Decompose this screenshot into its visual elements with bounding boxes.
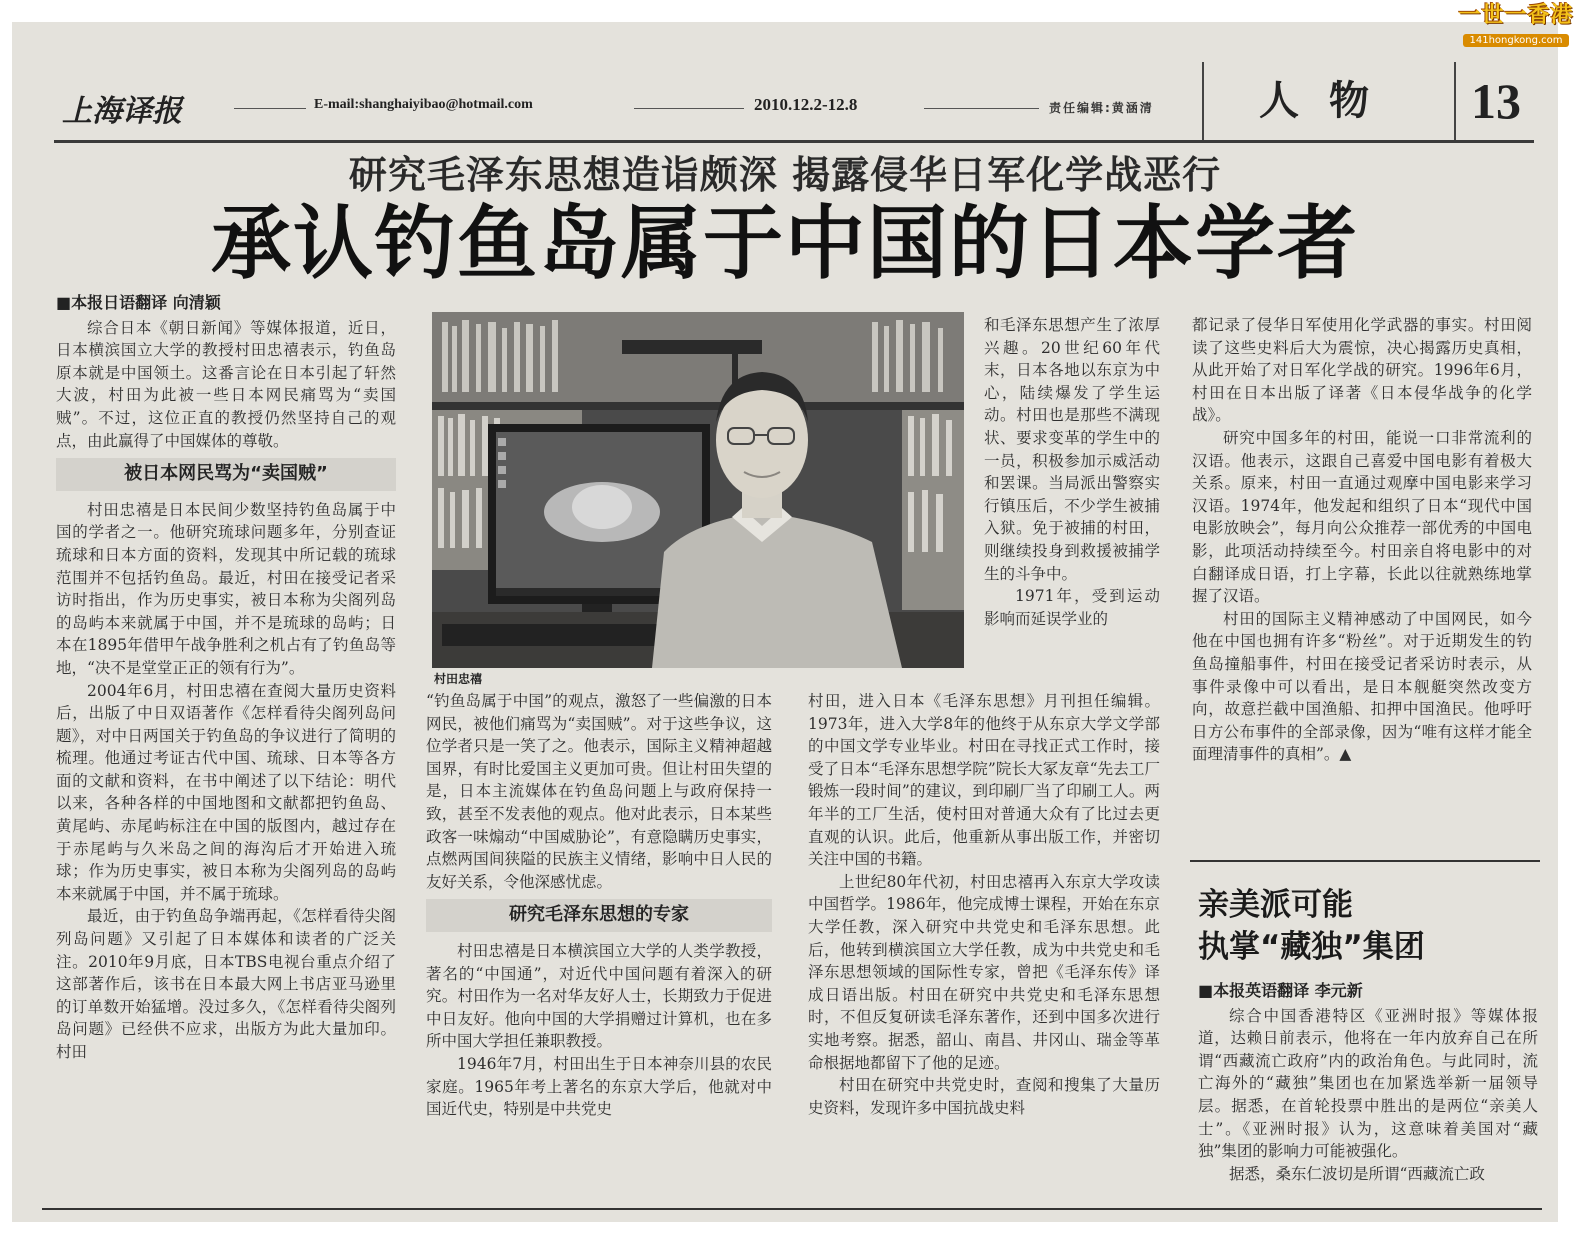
masthead-editor: 责任编辑:黄涵清	[1049, 101, 1154, 115]
section-title: 人物	[1202, 62, 1456, 140]
side-title-line: 执掌“藏独”集团	[1198, 929, 1425, 965]
paragraph: 综合日本《朝日新闻》等媒体报道，近日，日本横滨国立大学的教授村田忠禧表示，钓鱼岛原本就是中国领土。这番言论在日本引起了轩然大波，村田为此被一些日本网民痛骂为“卖国贼”。不过，这位正直的教授仍然坚持自己的观点，由此赢得了中国媒体的尊敬。	[56, 318, 396, 450]
masthead-date: 2010.12.2-12.8	[754, 95, 858, 114]
article-column-3-lower	[808, 690, 1160, 1119]
side-title-line: 亲美派可能	[1198, 887, 1353, 923]
article-column-3-upper	[984, 314, 1160, 630]
paragraph: 2004年6月，村田忠禧在查阅大量历史资料后，出版了中日双语著作《怎样看待尖阁列岛问题》，对中日两国关于钓鱼岛的争议进行了简明的梳理。他通过考证古代中国、琉球、日本等各方面的文献和资料，在书中阐述了以下结论：明代以来，各种各样的中国地图和文献都把钓鱼岛、黄尾屿、赤尾屿标注在中国的版图内，越过存在于赤尾屿与久米岛之间的海沟后才开始进入琉球；作为历史事实，被日本称为尖阁列岛的岛屿本来就属于中国，并不属于琉球。	[56, 681, 396, 903]
watermark-title: 一世一香港	[1458, 3, 1574, 28]
side-article-rule	[1190, 860, 1540, 862]
masthead-rule	[234, 108, 306, 109]
portrait-photo	[432, 312, 964, 668]
paragraph: 研究中国多年的村田，能说一口非常流利的汉语。他表示，这跟自己喜爱中国电影有着极大关系。原来，村田一直通过观摩中国电影来学习汉语。1974年，他发起和组织了日本“现代中国电影放映会”，每月向公众推荐一部优秀的中国电影，此项活动持续至今。村田亲自将电影中的对白翻译成日语，打上字幕，长此以往就熟练地掌握了汉语。	[1192, 428, 1532, 606]
paragraph: 和毛泽东思想产生了浓厚兴趣。20世纪60年代末，日本各地以东京为中心，陆续爆发了学生运动。村田也是那些不满现状、要求变革的学生中的一员，积极参加示威活动和罢课。当局派出警察实行镇压后，不少学生被捕入狱。免于被捕的村田，则继续投身到救援被捕学生的斗争中。	[984, 316, 1160, 583]
paragraph: 村田忠禧是日本横滨国立大学的人类学教授，著名的“中国通”，对近代中国问题有着深入的研究。村田作为一名对华友好人士，长期致力于促进中日友好。他向中国的大学捐赠过计算机，也在多所中国大学担任兼职教授。	[426, 941, 772, 1051]
paragraph: 综合中国香港特区《亚洲时报》等媒体报道，达赖日前表示，他将在一年内放弃自己在所谓“西藏流亡政府”内的政治角色。与此同时，流亡海外的“藏独”集团也在加紧选举新一届领导层。据悉，在首轮投票中胜出的是两位“亲美人士”。《亚洲时报》认为，这意味着美国对“藏独”集团的影响力可能被强化。	[1198, 1006, 1538, 1161]
masthead-rule	[924, 108, 1039, 109]
main-headline: 承认钓鱼岛属于中国的日本学者	[211, 197, 1359, 290]
side-article-body	[1198, 980, 1538, 1185]
masthead-rule	[634, 108, 744, 109]
newspaper-page	[12, 22, 1558, 1222]
paragraph: 1946年7月，村田出生于日本神奈川县的农民家庭。1965年考上著名的东京大学后，他就对中国近代史，特别是中共党史	[426, 1054, 772, 1119]
paragraph: 都记录了侵华日军使用化学武器的事实。村田阅读了这些史料后大为震惊，决心揭露历史真相，从此开始了对日军化学战的研究。1996年6月，村田在日本出版了译著《日本侵华战争的化学战》。	[1192, 316, 1532, 425]
paragraph: 村田的国际主义精神感动了中国网民，如今他在中国也拥有许多“粉丝”。对于近期发生的钓鱼岛撞船事件，村田在接受记者采访时表示，从事件录像中可以看出，是日本舰艇突然改变方向，故意拦截中国渔船、扣押中国渔民。他呼吁日方公布事件的全部录像，因为“唯有这样才能全面理清事件的真相”。▲	[1192, 609, 1532, 764]
page-number: 13	[1471, 73, 1521, 129]
page-bottom-rule	[42, 1208, 1542, 1210]
paragraph: 村田在研究中共党史时，查阅和搜集了大量历史资料，发现许多中国抗战史料	[808, 1076, 1160, 1117]
paragraph: 上世纪80年代初，村田忠禧再入东京大学攻读中国哲学。1986年，他完成博士课程，开始在东京大学任教，深入研究中共党史和毛泽东思想。此后，他转到横滨国立大学任教，成为中共党史和毛泽东思想领域的国际性专家，曾把《毛泽东传》译成日语出版。村田在研究中共党史和毛泽东思想时，不但反复研读毛泽东著作，还到中国多次进行实地考察。据悉，韶山、南昌、井冈山、瑞金等革命根据地都留下了他的足迹。	[808, 872, 1160, 1072]
newspaper-logo: 上海译报	[62, 94, 182, 129]
side-article-title	[1198, 884, 1538, 968]
subheading: 研究毛泽东思想的专家	[426, 899, 772, 932]
paragraph: 村田忠禧是日本民间少数坚持钓鱼岛属于中国的学者之一。他研究琉球问题多年，分别查证琉球和日本方面的资料，发现其中所记载的琉球范围并不包括钓鱼岛。最近，村田在接受记者采访时指出，作为历史事实，被日本称为尖阁列岛的岛屿本来就属于中国，并不是琉球的岛屿；日本在1895年借甲午战争胜利之机占有了钓鱼岛等地，“决不是堂堂正正的领有行为”。	[56, 500, 396, 677]
masthead	[54, 62, 1534, 143]
subheading: 被日本网民骂为“卖国贼”	[56, 458, 396, 491]
paragraph: 1971年，受到运动影响而延误学业的	[984, 587, 1160, 628]
paragraph: 最近，由于钓鱼岛争端再起，《怎样看待尖阁列岛问题》又引起了日本媒体和读者的广泛关注。2010年9月底，日本TBS电视台重点介绍了这部著作后，该书在日本最大网上书店亚马逊里的订单数开始猛增。没过多久，《怎样看待尖阁列岛问题》已经供不应求，出版方为此大量加印。村田	[56, 907, 396, 1061]
masthead-email: E-mail:shanghaiyibao@hotmail.com	[314, 97, 533, 112]
article-column-4	[1192, 314, 1532, 766]
article-column-1	[56, 292, 396, 1064]
paragraph: 据悉，桑东仁波切是所谓“西藏流亡政	[1229, 1164, 1485, 1183]
byline: ■本报日语翻译 向清颖	[56, 293, 221, 312]
byline: ■本报英语翻译 李元新	[1198, 981, 1363, 1000]
kicker-headline: 研究毛泽东思想造诣颇深 揭露侵华日军化学战恶行	[348, 152, 1222, 197]
site-watermark	[1452, 4, 1580, 46]
paragraph: 村田，进入日本《毛泽东思想》月刊担任编辑。1973年，进入大学8年的他终于从东京大学文学部的中国文学专业毕业。村田在寻找正式工作时，接受了日本“毛泽东思想学院”院长大冢友章“先去工厂锻炼一段时间”的建议，到印刷厂当了印刷工人。两年半的工厂生活，使村田对普通大众有了比过去更直观的认识。此后，他重新从事出版工作，并密切关注中国的书籍。	[808, 692, 1160, 869]
watermark-url: 141hongkong.com	[1463, 34, 1568, 47]
photo-caption: 村田忠禧	[434, 672, 483, 686]
article-column-2	[426, 690, 772, 1121]
paragraph: “钓鱼岛属于中国”的观点，激怒了一些偏激的日本网民，被他们痛骂为“卖国贼”。对于这些争议，这位学者只是一笑了之。他表示，国际主义精神超越国界，有时比爱国主义更加可贵。但让村田失望的是，日本主流媒体在钓鱼岛问题上与政府保持一致，甚至不发表他的观点。他对此表示，日本某些政客一味煽动“中国威胁论”，有意隐瞒历史事实，点燃两国间狭隘的民族主义情绪，影响中日人民的友好关系，令他深感忧虑。	[426, 692, 772, 891]
photo-illustration	[432, 312, 964, 668]
